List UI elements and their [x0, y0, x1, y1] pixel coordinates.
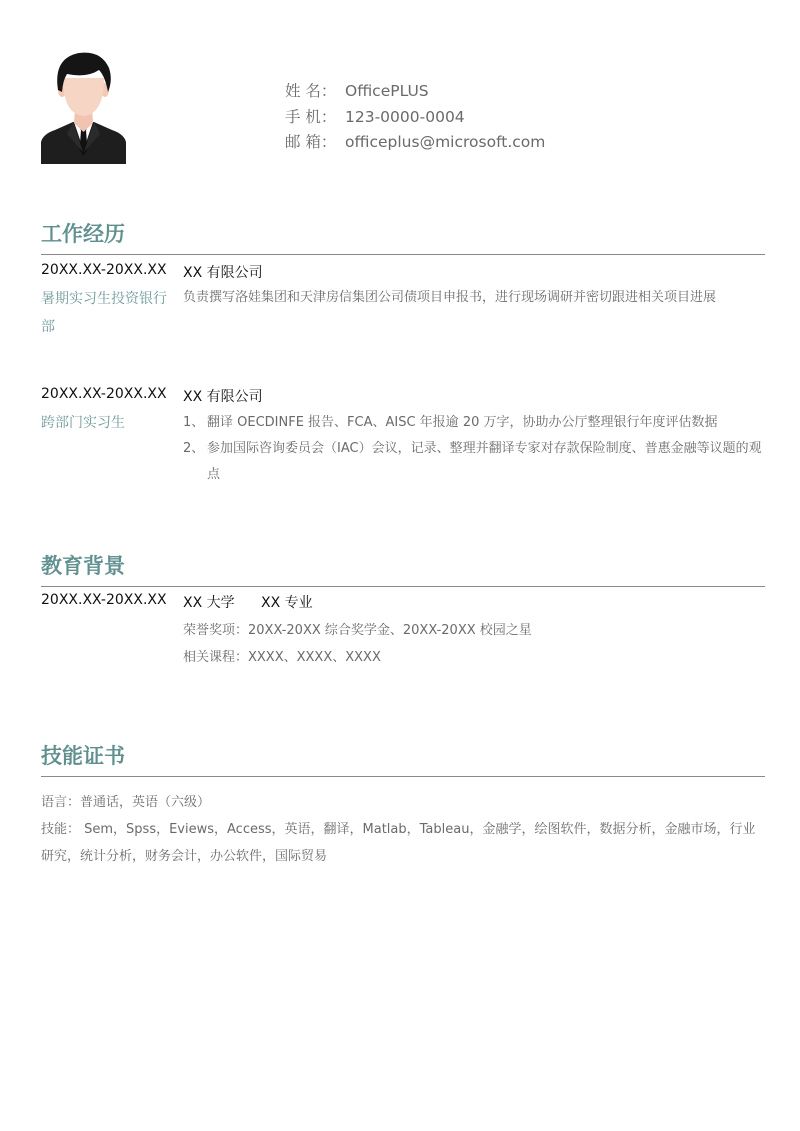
work-1-role: 暑期实习生投资银行部 [41, 291, 167, 335]
email-value: officeplus@microsoft.com [345, 133, 546, 151]
education-school: XX 大学 [183, 595, 235, 611]
education-divider [41, 586, 765, 587]
duty-item [183, 436, 763, 488]
phone-row [285, 106, 545, 132]
work-2-company: XX 有限公司 [183, 389, 263, 405]
work-1-date: 20XX.XX-20XX.XX [41, 262, 167, 278]
skills-section-title: 技能证书 [41, 744, 125, 768]
work-2-duties [183, 410, 763, 488]
work-2-date: 20XX.XX-20XX.XX [41, 386, 167, 402]
skills-line: 技能： Sem，Spss，Eviews，Access，英语，翻译，Matlab，Tableau，金融学，绘图软件，数据分析，金融市场，行业研究，统计分析，财务会计，办公软件，国际贸易 [41, 822, 756, 864]
work-divider [41, 254, 765, 255]
name-row [285, 80, 545, 106]
education-courses: 相关课程：XXXX、XXXX、XXXX [183, 650, 381, 665]
avatar [41, 50, 126, 164]
duty-text: 参加国际咨询委员会（IAC）会议，记录、整理并翻译专家对存款保险制度、普惠金融等议题的观点 [207, 441, 762, 482]
work-2-role: 跨部门实习生 [41, 415, 125, 431]
skills-block [41, 789, 765, 870]
phone-label: 手 机： [285, 107, 337, 126]
language-line: 语言：普通话，英语（六级） [41, 795, 211, 810]
work-1-company: XX 有限公司 [183, 265, 263, 281]
name-value: OfficePLUS [345, 82, 429, 100]
phone-value: 123-0000-0004 [345, 107, 465, 126]
education-date: 20XX.XX-20XX.XX [41, 592, 167, 608]
work-1-description: 负责撰写洛娃集团和天津房信集团公司债项目申报书，进行现场调研并密切跟进相关项目进展 [183, 290, 717, 305]
person-avatar-icon [41, 50, 126, 164]
education-major: XX 专业 [261, 595, 313, 611]
duty-text: 翻译 OECDINFE 报告、FCA、AISC 年报逾 20 万字，协助办公厅整理银行年度评估数据 [207, 415, 718, 430]
education-section-title: 教育背景 [41, 554, 125, 578]
duty-number: 1、 [183, 415, 205, 430]
email-label: 邮 箱： [285, 133, 337, 151]
duty-item [183, 410, 763, 436]
skills-divider [41, 776, 765, 777]
duty-number: 2、 [183, 441, 205, 456]
email-row [285, 131, 545, 157]
work-section-title: 工作经历 [41, 222, 125, 246]
contact-info [285, 80, 545, 157]
name-label: 姓 名： [285, 82, 337, 100]
education-honors: 荣誉奖项：20XX-20XX 综合奖学金、20XX-20XX 校园之星 [183, 623, 532, 638]
